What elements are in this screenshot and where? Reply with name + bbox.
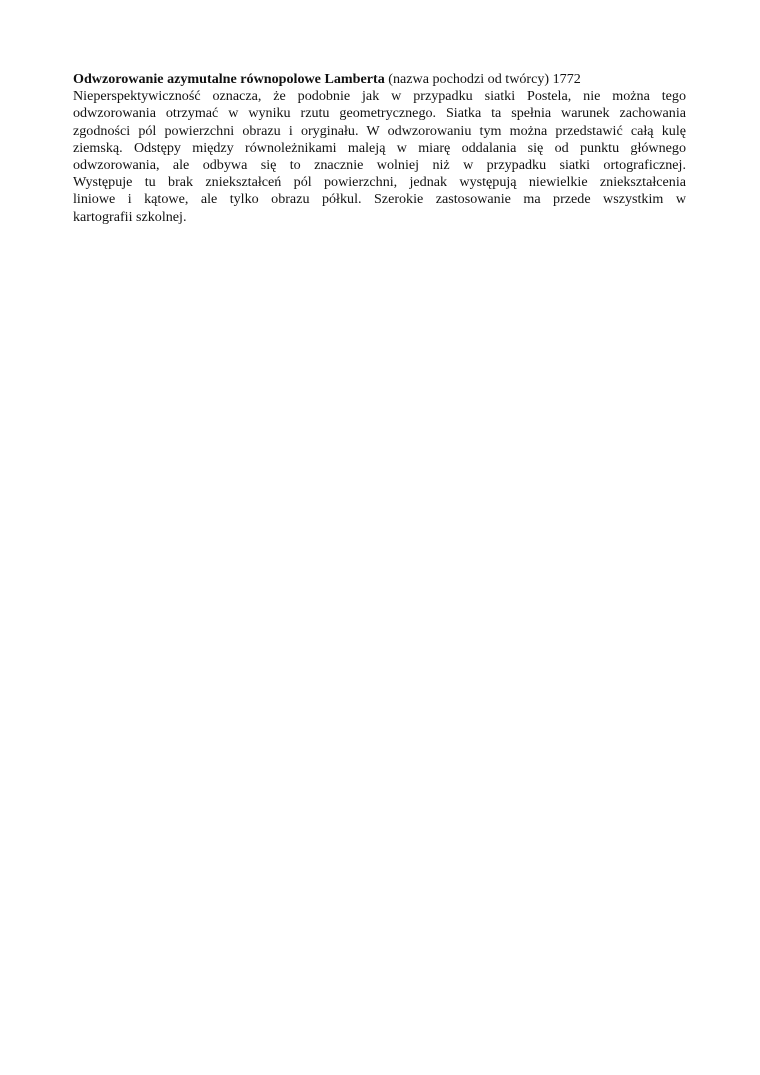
text-line: odwzorowania otrzymać w wyniku rzutu geometrycznego. Siatka ta spełnia warunek zachowania	[73, 105, 686, 122]
text-line: zgodności pól powierzchni obrazu i oryginału. W odwzorowaniu tym można przedstawić całą kulę	[73, 122, 686, 139]
heading-title: Odwzorowanie azymutalne równopolowe Lamberta	[73, 71, 385, 87]
heading-line	[73, 71, 686, 88]
text-line: ziemską. Odstępy między równoleżnikami maleją w miarę oddalania się od punktu głównego	[73, 139, 686, 156]
text-line: odwzorowania, ale odbywa się to znacznie wolniej niż w przypadku siatki ortograficznej.	[73, 157, 686, 174]
text-line: liniowe i kątowe, ale tylko obrazu półkul. Szerokie zastosowanie ma przede wszystkim w	[73, 191, 686, 208]
text-line: kartografii szkolnej.	[73, 208, 187, 225]
text-line: Występuje tu brak zniekształceń pól powierzchni, jednak występują niewielkie zniekształcenia	[73, 174, 686, 191]
paragraph	[73, 71, 686, 226]
text-line: Nieperspektywiczność oznacza, że podobnie jak w przypadku siatki Postela, nie można tego	[73, 88, 686, 105]
heading-suffix: (nazwa pochodzi od twórcy) 1772	[384, 71, 581, 87]
